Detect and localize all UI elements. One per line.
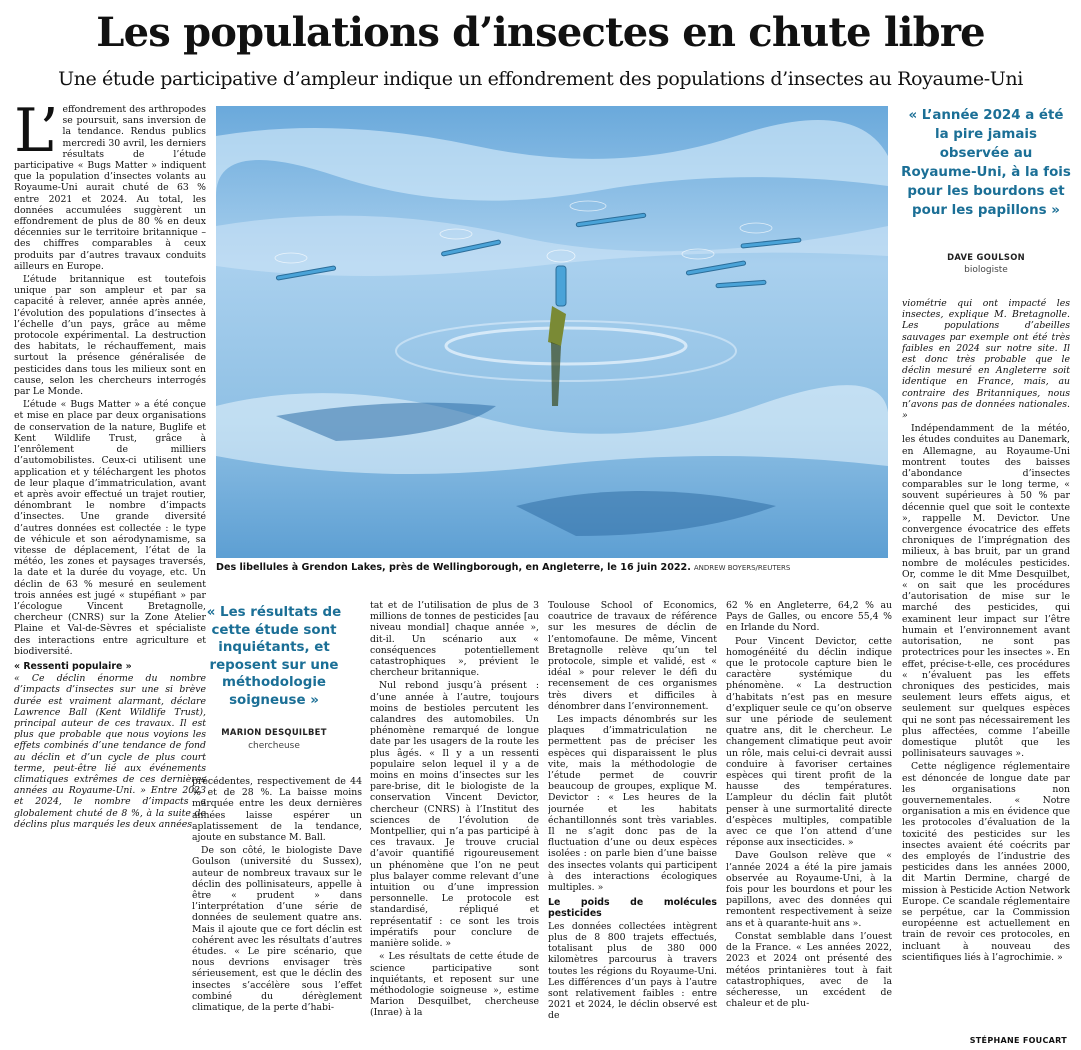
article-column-2 xyxy=(192,776,362,1048)
paragraph: effondrement des arthropodes se poursuit, sans inversion de la tendance. Rendus publics mercredi 30 avril, les derniers résultats de l’étude participative « Bugs Matter » indiquent que la population d’insectes volants au Royaume-Uni aurait chuté de 63 % entre 2021 et 2024. Au total, les données accumulées suggèrent un effondrement de plus de 80 % en deux décennies sur le territoire britannique – des chiffres comparables à ceux produits par d’autres travaux conduits ailleurs en Europe. xyxy=(14,104,206,272)
headline: Les populations d’insectes en chute libre xyxy=(96,9,985,56)
paragraph: Constat semblable dans l’ouest de la France. « Les années 2022, 2023 et 2024 ont présenté des météos printanières tout à fait catastrophiques, avec de la sécheresse, un excédent de chaleur et de plu- xyxy=(726,930,892,1010)
paragraph: Toulouse School of Economics, coautrice de travaux de référence sur les mesures de déclin de l’entomofaune. De même, Vincent Bretagnolle relève qu’un tel protocole, simple et validé, est « idéal » pour relever le défi du recensement de ces organismes très divers et difficiles à dénombrer dans l’environnement. xyxy=(548,600,717,712)
paragraph: Cette négligence réglementaire est dénoncée de longue date par les organisations non gouvernementales. « Notre organisation a mis en évidence que les protocoles d’évaluation de la toxicité des pesticides sur les insectes avaient été coécrits par des employés de l’industrie des pesticides dans les années 2000, dit Martin Dermine, chargé de mission à Pesticide Action Network Europe. Ce scandale réglementaire se perpétue, car la Commission européenne est actuellement en train de revoir ces protocoles, en incluant à nouveau des scientifiques liés à l’agrochimie. » xyxy=(902,761,1070,963)
photo-caption xyxy=(216,562,888,573)
paragraph: Pour Vincent Devictor, cette homogénéité du déclin indique que le protocole capture bien le caractère systémique du phénomène. « La destruction d’habitats n’est pas en mesure d’expliquer seule ce qu’on observe sur une période de seulement quatre ans, dit le chercheur. Le changement climatique peut avoir un rôle, mais celui-ci devrait aussi conduire à favoriser certaines espèces qui tirent profit de la hausse des températures. L’ampleur du déclin fait plutôt penser à une surmortalité directe d’espèces multiples, compatible avec ce que l’on attend d’une réponse aux insecticides. » xyxy=(726,635,892,849)
article-column-1 xyxy=(14,104,206,1048)
subhead: Le poids de molécules pesticides xyxy=(548,897,717,920)
paragraph: Nul rebond jusqu’à présent : d’une année à l’autre, toujours moins de bestioles percutent les calandres des automobiles. Un phénomène remarqué de longue date par les usagers de la route les plus âgés. « Il y a un ressenti populaire selon lequel il y a de moins en moins d’insectes sur les pare-brise, dit le biologiste de la conservation Vincent Devictor, chercheur (CNRS) à l’Institut des sciences de l’évolution de Montpellier, qui n’a pas participé à ces travaux. Je trouve crucial d’avoir quantifié rigoureusement un phénomène que l’on ne peut plus balayer comme relevant d’une intuition ou d’une impression personnelle. Le protocole est standardisé, répliqué et représentatif : ce sont les trois impératifs pour conclure de manière solide. » xyxy=(370,680,539,950)
paragraph: 62 % en Angleterre, 64,2 % au Pays de Galles, ou encore 55,4 % en Irlande du Nord. xyxy=(726,600,892,634)
subhead: « Ressenti populaire » xyxy=(14,660,132,672)
pull-quote-goulson: « L’année 2024 a été la pire jamais observée au Royaume-Uni, à la fois pour les bourdons et pour les papillons » xyxy=(901,108,1071,218)
deck-subtitle: Une étude participative d’ampleur indique un effondrement des populations d’insectes au Royaume-Uni xyxy=(58,68,1023,90)
paragraph: Indépendamment de la météo, les études conduites au Danemark, en Allemagne, au Royaume-Uni montrent toutes des baisses d’abondance d’insectes comparables sur le long terme, « souvent supérieures à 50 % par décennie quel que soit le contexte », rappelle M. Devictor. Une convergence évocatrice des effets chroniques de l’imprégnation des milieux, à bas bruit, par un grand nombre de molécules pesticides. Or, comme le dit Mme Desquilbet, « on sait que les procédures d’autorisation de mise sur le marché des pesticides, qui examinent leur impact sur l’être humain et l’environnement avant autorisation, ne sont pas protectrices pour les insectes ». En effet, précise-t-elle, ces procédures « n’évaluent pas les effets chroniques des pesticides, mais seulement leurs effets aigus, et seulement sur quelques espèces qui ne sont pas nécessairement les plus affectées, comme l’abeille domestique plutôt que les pollinisateurs sauvages ». xyxy=(902,423,1070,760)
paragraph: De son côté, le biologiste Dave Goulson (université du Sussex), auteur de nombreux travaux sur le déclin des pollinisateurs, appelle à être « prudent » dans l’interprétation d’une série de données de seulement quatre ans. Mais il ajoute que ce fort déclin est cohérent avec les résultats d’autres études. « Le pire scénario, que nous devrions envisager très sérieusement, est que le déclin des insectes s’accélère sous l’effet combiné du dérèglement climatique, de la perte d’habi- xyxy=(192,845,362,1014)
paragraph: « Les résultats de cette étude de science participative sont inquiétants, et reposent sur une méthodologie soigneuse », estime Marion Desquilbet, chercheuse (Inrae) à la xyxy=(370,951,539,1019)
caption-text: Des libellules à Grendon Lakes, près de Wellingborough, en Angleterre, le 16 juin 2022. xyxy=(216,562,691,573)
paragraph: précédentes, respectivement de 44 % et de 28 %. La baisse moins marquée entre les deux dernières années laisse espérer un aplatissement de la tendance, ajoute en substance M. Ball. xyxy=(192,776,362,844)
article-column-6 xyxy=(902,298,1070,1034)
paragraph: tat et de l’utilisation de plus de 3 millions de tonnes de pesticides [au niveau mondial] chaque année », dit-il. Un scénario aux « conséquences potentiellement catastrophiques », prévient le chercheur britannique. xyxy=(370,600,539,679)
quote-author: MARION DESQUILBET xyxy=(221,727,327,737)
quote-author: DAVE GOULSON xyxy=(947,252,1025,262)
paragraph: « Ce déclin énorme du nombre d’impacts d’insectes sur une si brève durée est vraiment alarmant, déclare Lawrence Ball (Kent Wildlife Trust), principal auteur de ces travaux. Il est plus que probable que nous voyions les effets combinés d’une tendance de fond au déclin et d’un cycle de plus court terme, peut-être lié aux événements climatiques extrêmes de ces dernières années au Royaume-Uni. » Entre 2023 et 2024, le nombre d’impacts a globalement chuté de 8 %, à la suite de déclins plus marqués les deux années xyxy=(14,673,206,830)
paragraph: Les impacts dénombrés sur les plaques d’immatriculation ne permettent pas de préciser les espèces qui disparaissent le plus vite, mais la méthodologie de l’étude permet de couvrir beaucoup de groupes, explique M. Devictor : « Les heures de la journée et les habitats échantillonnés sont très variables. Il ne s’agit donc pas de la fluctuation d’une ou deux espèces isolées : on parle bien d’une baisse des insectes volants qui participent à des interactions écologiques multiples. » xyxy=(548,714,717,894)
article-column-4 xyxy=(548,600,717,1048)
paragraph: Les données collectées intègrent plus de 8 800 trajets effectués, totalisant plus de 380 000 kilomètres parcourus à travers toutes les régions du Royaume-Uni. Les différences d’un pays à l’autre sont relativement faibles : entre 2021 et 2024, le déclin observé est de xyxy=(548,920,717,1022)
article-column-3 xyxy=(370,600,539,1048)
drop-cap: L’ xyxy=(14,104,59,166)
photo-credit: ANDREW BOYERS/REUTERS xyxy=(693,564,791,572)
pull-quote-desquilbet: « Les résultats de cette étude sont inquiétants, et reposent sur une méthodologie soigneuse » xyxy=(206,605,342,708)
paragraph: Dave Goulson relève que « l’année 2024 a été la pire jamais observée au Royaume-Uni, à la fois pour les bourdons et pour les papillons, avec des données qui remontent respectivement à seize ans et à quarante-huit ans ». xyxy=(726,850,892,929)
paragraph: viométrie qui ont impacté les insectes, explique M. Bretagnolle. Les populations d’abeilles sauvages par exemple ont été très faibles en 2024 sur notre site. Il est donc très probable que le déclin mesuré en Angleterre soit identique en France, mais, au contraire des Britanniques, nous n’avons pas de données nationales. » xyxy=(902,298,1070,422)
dragonflies-photo xyxy=(216,106,888,558)
paragraph: L’étude « Bugs Matter » a été conçue et mise en place par deux organisations de conservation de la nature, Buglife et Kent Wildlife Trust, grâce à l’enrôlement de milliers d’automobilistes. Ceux-ci utilisent une application et y téléchargent les photos de leur plaque d’immatriculation, avant et après avoir effectué un trajet routier, dénombrant le nombre d’impacts d’insectes. Une grande diversité d’autres données est collectée : le type de véhicule et son aérodynamisme, sa vitesse de déplacement, l’état de la météo, les zones et paysages traversés, la date et la durée du voyage, etc. Un déclin de 63 % mesuré en seulement trois années est jugé « stupéfiant » par l’écologue Vincent Bretagnolle, chercheur (CNRS) sur la Zone Atelier Plaine et Val-de-Sèvres et spécialiste des interactions entre agriculture et biodiversité. xyxy=(14,399,206,657)
byline-signature: STÉPHANE FOUCART xyxy=(969,1036,1067,1045)
quote-author-role: biologiste xyxy=(964,265,1008,275)
quote-author-role: chercheuse xyxy=(248,741,300,751)
article-column-5 xyxy=(726,600,892,1048)
paragraph: L’étude britannique est toutefois unique par son ampleur et par sa capacité à relever, année après année, l’évolution des populations d’insectes à l’échelle d’un pays, grâce au même protocole expérimental. La destruction des habitats, le réchauffement, mais surtout la présence généralisée de pesticides dans tous les milieux sont en cause, selon les chercheurs interrogés par Le Monde. xyxy=(14,274,206,398)
